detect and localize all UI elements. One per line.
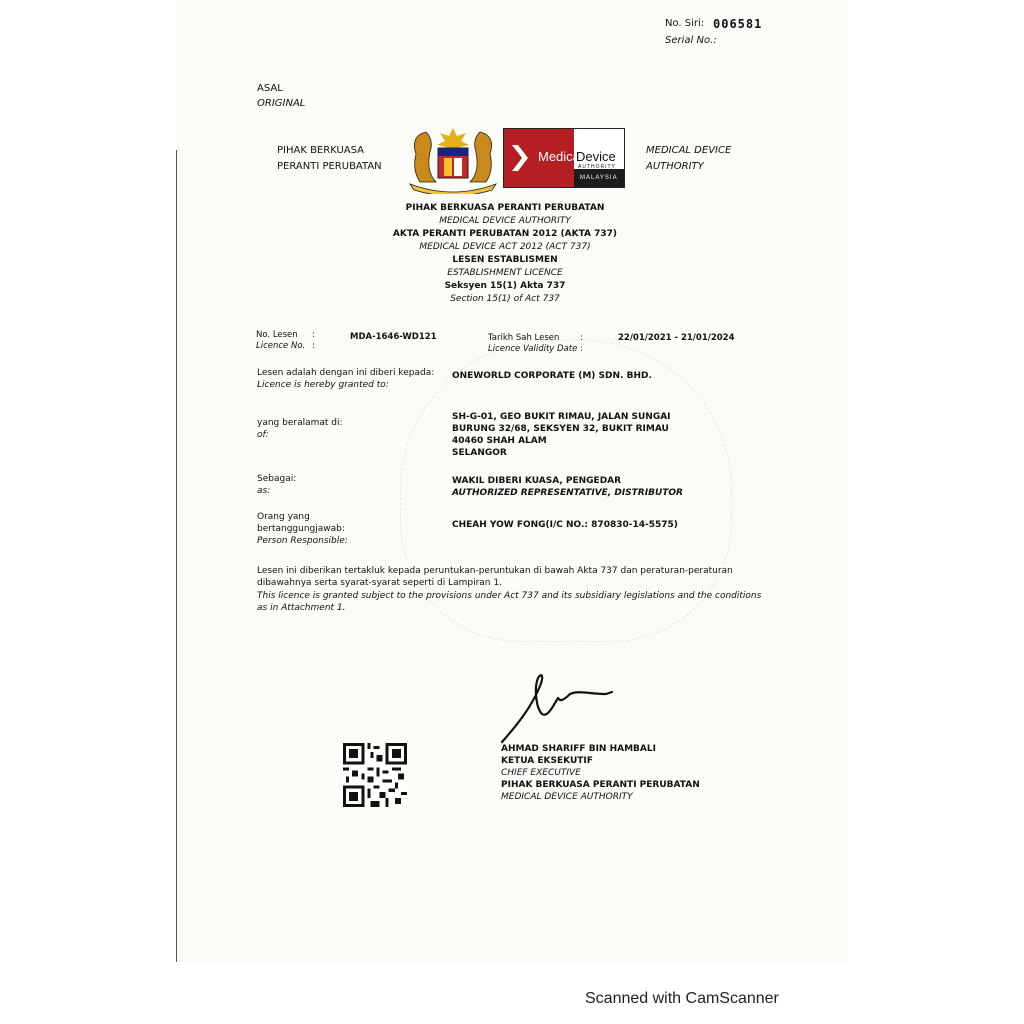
authority-left-2: PERANTI PERUBATAN (277, 161, 382, 172)
address-line-1: SH-G-01, GEO BUKIT RIMAU, JALAN SUNGAI (452, 412, 671, 422)
terms-en-line-1: This licence is granted subject to the provisions under Act 737 and its subsidiary legislations and the conditions (257, 591, 762, 601)
qr-code (343, 743, 407, 807)
signature-mark (498, 668, 623, 748)
heading-line-4: MEDICAL DEVICE ACT 2012 (ACT 737) (419, 242, 591, 252)
copy-type-en: ORIGINAL (257, 98, 306, 109)
camscanner-footer: Scanned with CamScanner (585, 990, 779, 1007)
heading-line-8: Section 15(1) of Act 737 (450, 294, 560, 304)
validity-colon-1: : (580, 333, 583, 343)
role-label-en: as: (257, 486, 271, 496)
mda-logo-word-authority: AUTHORITY (578, 164, 616, 170)
validity-label-ms: Tarikh Sah Lesen (488, 333, 560, 343)
heading-line-2: MEDICAL DEVICE AUTHORITY (439, 216, 571, 226)
signatory-title-ms: KETUA EKSEKUTIF (501, 756, 593, 766)
signatory-org-en: MEDICAL DEVICE AUTHORITY (501, 792, 633, 802)
heading-line-3: AKTA PERANTI PERUBATAN 2012 (AKTA 737) (392, 229, 618, 239)
heading-line-6: ESTABLISHMENT LICENCE (447, 268, 563, 278)
person-label-en: Person Responsible: (257, 536, 348, 546)
licence-no-label-en: Licence No. (256, 341, 306, 351)
heading-line-1: PIHAK BERKUASA PERANTI PERUBATAN (405, 203, 605, 213)
address-line-3: 40460 SHAH ALAM (452, 436, 547, 446)
serial-label-ms: No. Siri: (665, 18, 705, 29)
grantee-label-en: Licence is hereby granted to: (257, 380, 389, 390)
copy-type-ms: ASAL (257, 83, 283, 94)
serial-label-en: Serial No.: (665, 35, 717, 46)
licence-no-colon-1: : (312, 330, 315, 340)
licence-no-value: MDA-1646-WD121 (350, 332, 437, 342)
terms-ms-line-1: Lesen ini diberikan tertakluk kepada peruntukan-peruntukan di bawah Akta 737 dan peraturan-peraturan (257, 566, 733, 576)
validity-colon-2: : (580, 344, 583, 354)
authority-left-1: PIHAK BERKUASA (277, 145, 365, 156)
address-label-ms: yang beralamat di: (257, 418, 343, 428)
person-label-ms-1: Orang yang (257, 512, 310, 522)
person-label-ms-2: bertanggungjawab: (257, 524, 345, 534)
validity-value: 22/01/2021 - 21/01/2024 (618, 333, 735, 343)
coat-of-arms-emblem (404, 124, 502, 194)
address-label-en: of: (257, 430, 269, 440)
terms-ms-line-2: dibawahnya serta syarat-syarat seperti di Lampiran 1. (257, 578, 502, 588)
authority-right-1: MEDICAL DEVICE (646, 145, 732, 156)
role-value-en: AUTHORIZED REPRESENTATIVE, DISTRIBUTOR (452, 488, 683, 498)
authority-right-2: AUTHORITY (646, 161, 704, 172)
validity-label-en: Licence Validity Date (488, 344, 578, 354)
person-value: CHEAH YOW FONG(I/C NO.: 870830-14-5575) (452, 520, 678, 530)
mda-logo-word-malaysia: MALAYSIA (580, 175, 618, 181)
terms-en-line-2: as in Attachment 1. (257, 603, 346, 613)
signatory-name: AHMAD SHARIFF BIN HAMBALI (501, 744, 656, 754)
address-line-4: SELANGOR (452, 448, 507, 458)
mda-logo (503, 128, 625, 188)
grantee-label-ms: Lesen adalah dengan ini diberi kepada: (257, 368, 435, 378)
signatory-title-en: CHIEF EXECUTIVE (501, 768, 581, 778)
grantee-value: ONEWORLD CORPORATE (M) SDN. BHD. (452, 371, 652, 381)
licence-no-colon-2: : (312, 341, 315, 351)
role-value-ms: WAKIL DIBERI KUASA, PENGEDAR (452, 476, 622, 486)
mda-logo-word-medical: Medical (538, 149, 583, 164)
role-label-ms: Sebagai: (257, 474, 297, 484)
signatory-org-ms: PIHAK BERKUASA PERANTI PERUBATAN (501, 780, 700, 790)
heading-line-5: LESEN ESTABLISMEN (452, 255, 558, 265)
mda-logo-word-device: Device (576, 149, 616, 164)
page-edge-line (176, 150, 177, 962)
chevron-icon (510, 143, 534, 173)
heading-line-7: Seksyen 15(1) Akta 737 (444, 281, 566, 291)
licence-no-label-ms: No. Lesen (256, 330, 298, 340)
address-line-2: BURUNG 32/68, SEKSYEN 32, BUKIT RIMAU (452, 424, 669, 434)
serial-number: 006581 (713, 17, 763, 31)
